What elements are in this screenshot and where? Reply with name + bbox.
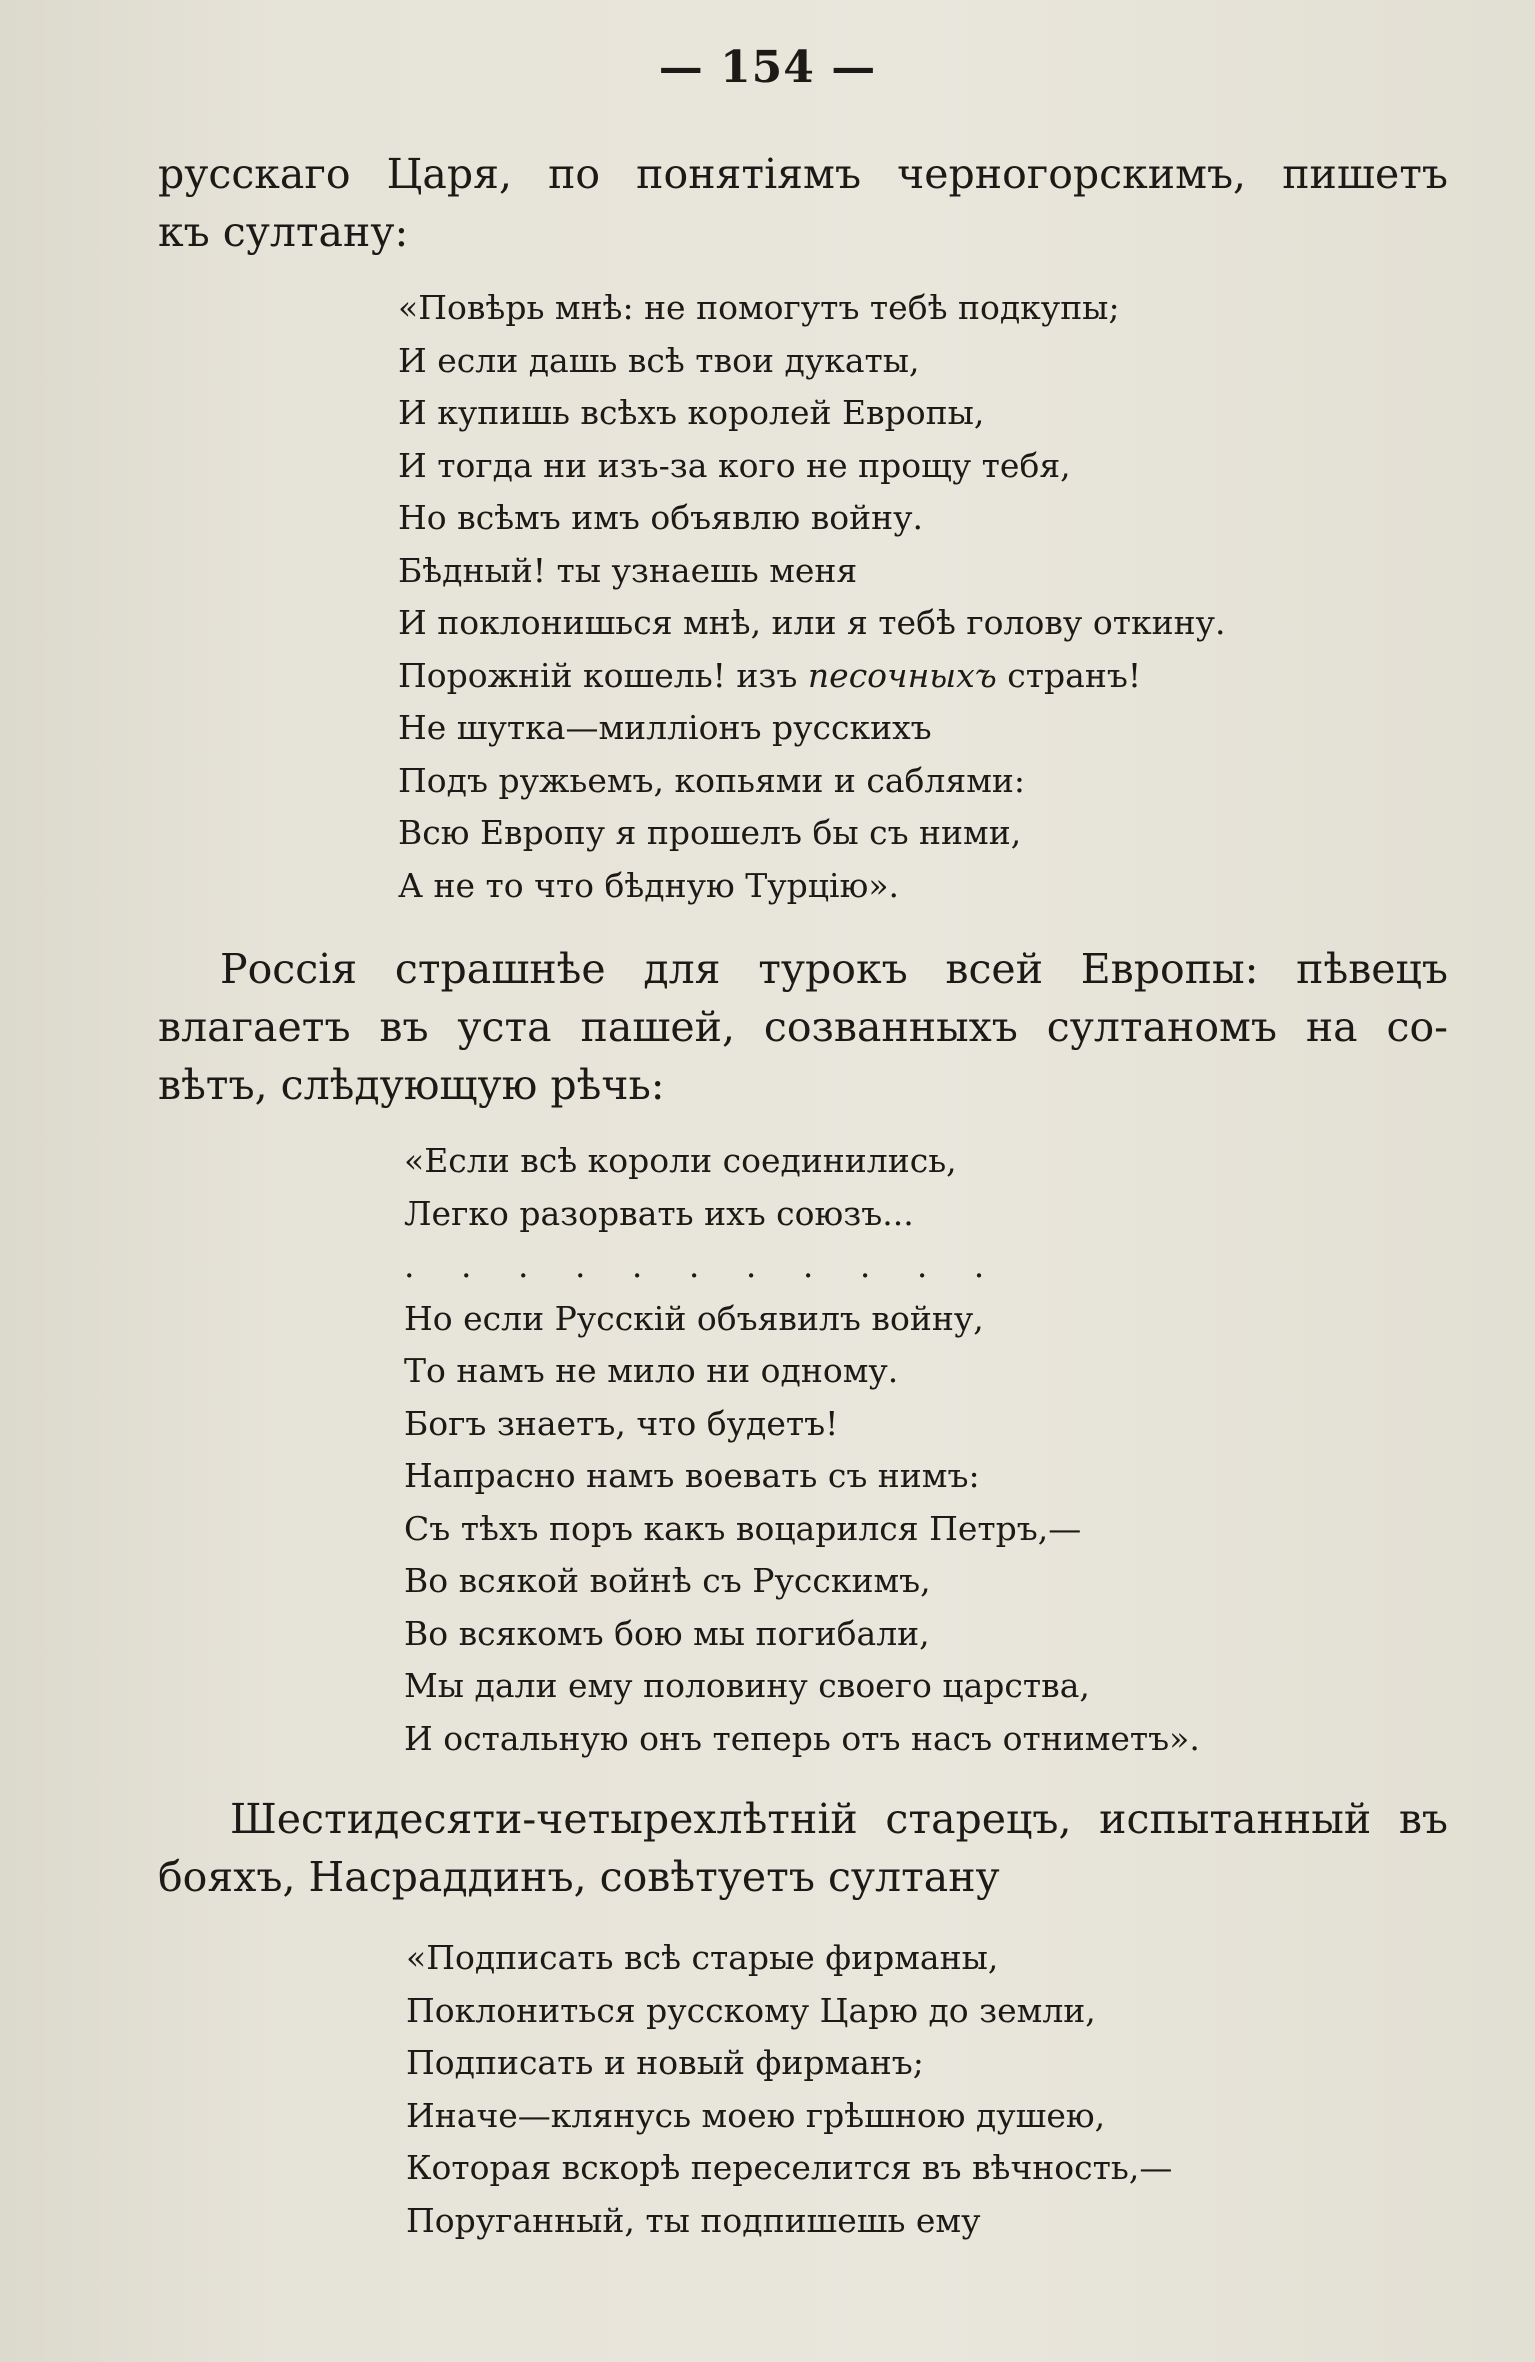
verse-line: «Подписать всѣ старые фирманы,	[406, 1938, 999, 1977]
verse-line: Мы дали ему половину своего царства,	[404, 1666, 1090, 1705]
verse-line: Напрасно намъ воевать съ нимъ:	[404, 1456, 980, 1495]
prose-line: вѣтъ, слѣдующую рѣчь:	[158, 1061, 665, 1109]
verse-line: И купишь всѣхъ королей Европы,	[398, 393, 985, 432]
verse-line: Подписать и новый фирманъ;	[406, 2043, 924, 2082]
prose-line: Шестидесяти-четырехлѣтній старецъ, испытанный въ	[230, 1795, 1448, 1843]
verse-block-1	[398, 282, 1398, 912]
paragraph-2	[158, 940, 1448, 1114]
verse-italic-word: песочныхъ	[807, 655, 997, 695]
verse-ellipsis-separator: . . . . . . . . . . .	[404, 1246, 1003, 1285]
verse-block-2	[404, 1135, 1404, 1765]
prose-line: влагаетъ въ уста пашей, созванныхъ султаномъ на со-	[158, 1003, 1448, 1051]
verse-line: Во всякой войнѣ съ Русскимъ,	[404, 1561, 931, 1600]
verse-line: Богъ знаетъ, что будетъ!	[404, 1403, 839, 1443]
verse-block-3	[406, 1932, 1406, 2247]
verse-line: Поруганный, ты подпишешь ему	[406, 2200, 981, 2240]
verse-line: И поклонишься мнѣ, или я тебѣ голову откину.	[398, 603, 1226, 642]
verse-line: Которая вскорѣ переселится въ вѣчность,—	[406, 2148, 1173, 2187]
verse-line: А не то что бѣдную Турцію».	[398, 865, 899, 905]
verse-line: И если дашь всѣ твои дукаты,	[398, 340, 920, 380]
verse-line: Не шутка—милліонъ русскихъ	[398, 708, 932, 747]
verse-text: странъ!	[1007, 655, 1142, 695]
verse-line: И остальную онъ теперь отъ насъ отниметъ».	[404, 1718, 1200, 1758]
verse-line: Всю Европу я прошелъ бы съ ними,	[398, 813, 1022, 852]
verse-text: Порожній кошель! изъ	[398, 655, 798, 695]
verse-line: Но всѣмъ имъ объявлю войну.	[398, 498, 924, 537]
verse-line: То намъ не мило ни одному.	[404, 1351, 899, 1390]
verse-line: Иначе—клянусь моею грѣшною душею,	[406, 2095, 1106, 2135]
verse-line: Во всякомъ бою мы погибали,	[404, 1613, 930, 1653]
page-number: — 154 —	[658, 42, 877, 93]
verse-line: Бѣдный! ты узнаешь меня	[398, 550, 858, 590]
prose-line: къ султану:	[158, 208, 409, 256]
prose-line: бояхъ, Насраддинъ, совѣтуетъ султану	[158, 1853, 1000, 1901]
verse-line: Но если Русскій объявилъ войну,	[404, 1298, 984, 1338]
verse-line-mixed	[398, 650, 1398, 703]
verse-line: И тогда ни изъ-за кого не прощу тебя,	[398, 445, 1071, 485]
verse-line: «Повѣрь мнѣ: не помогутъ тебѣ подкупы;	[398, 288, 1120, 327]
prose-line: Россія страшнѣе для турокъ всей Европы: пѣвецъ	[220, 945, 1448, 993]
prose-line: русскаго Царя, по понятіямъ черногорскимъ, пишетъ	[158, 150, 1448, 198]
verse-line: «Если всѣ короли соединились,	[404, 1141, 957, 1180]
verse-line: Поклониться русскому Царю до земли,	[406, 1990, 1096, 2030]
verse-line: Легко разорвать ихъ союзъ...	[404, 1193, 914, 1233]
verse-line: Съ тѣхъ поръ какъ воцарился Петръ,—	[404, 1508, 1082, 1548]
verse-line: Подъ ружьемъ, копьями и саблями:	[398, 760, 1025, 800]
paragraph-3	[158, 1790, 1448, 1906]
paragraph-1	[158, 145, 1448, 261]
